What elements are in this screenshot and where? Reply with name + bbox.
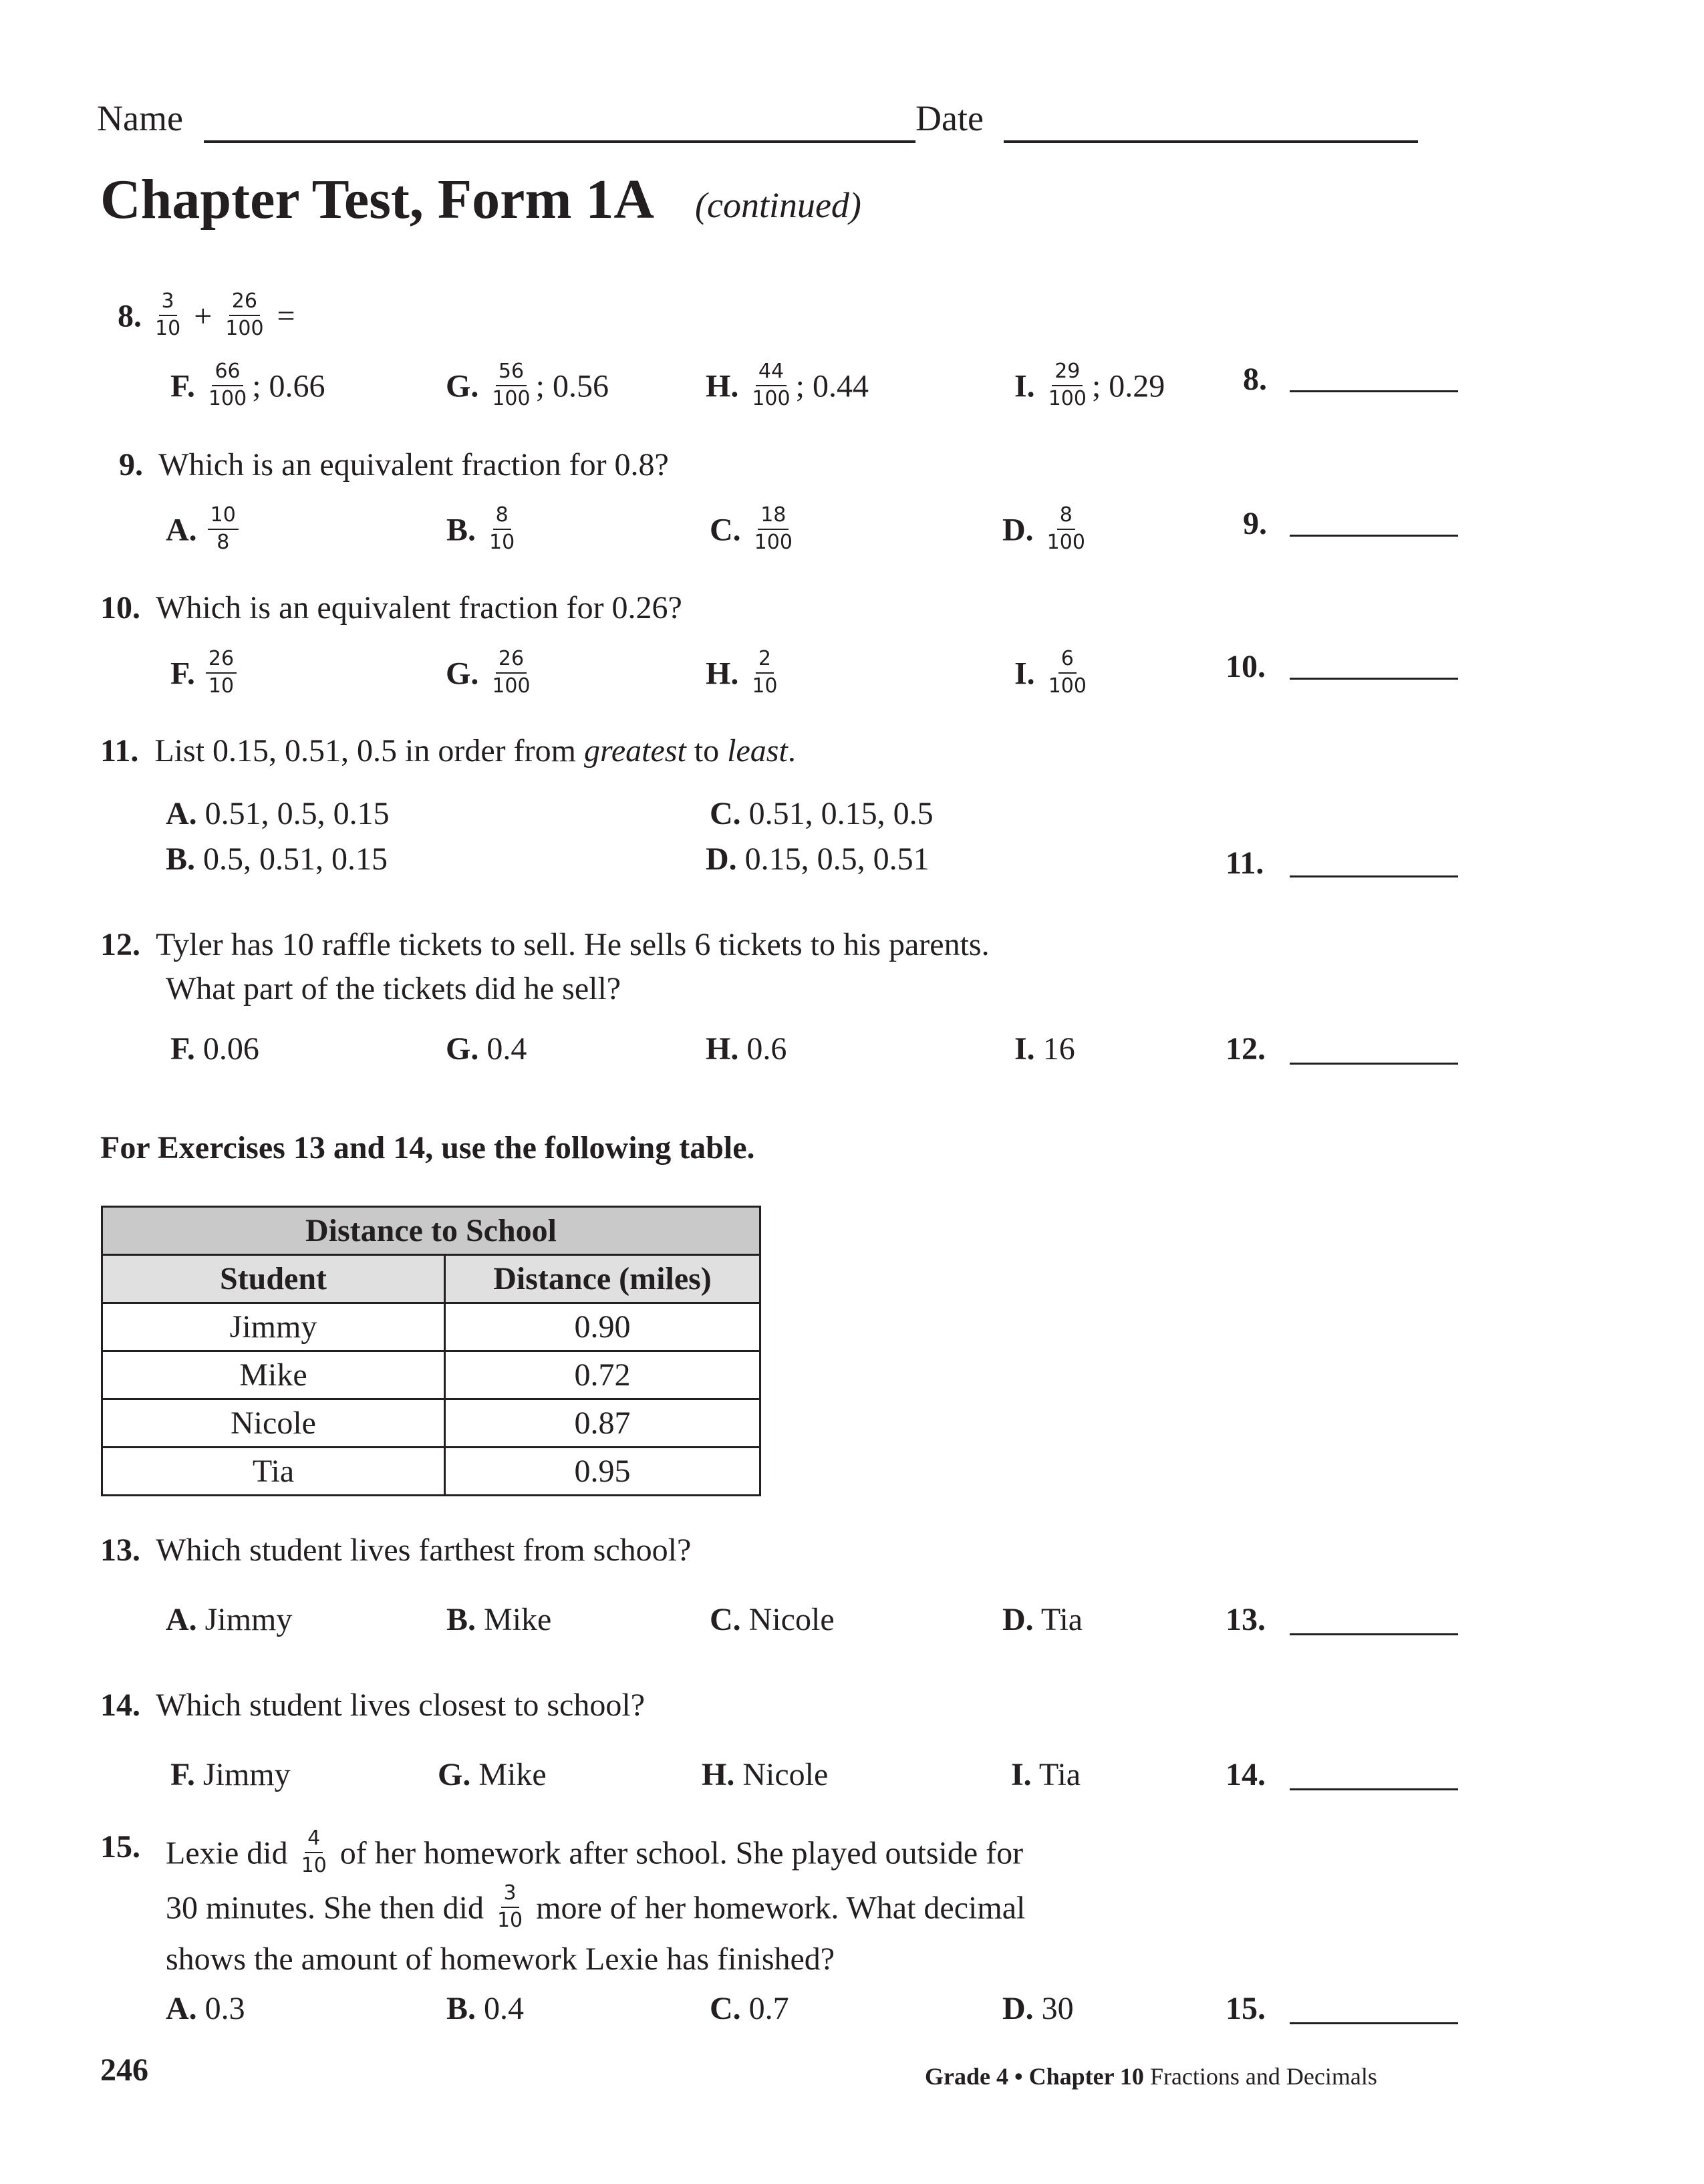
table-caption: Distance to School	[102, 1207, 760, 1255]
option-g[interactable]: G. 0.4	[446, 1031, 527, 1067]
option-c[interactable]: C. Nicole	[710, 1602, 835, 1637]
answer-label-15: 15.	[1226, 1991, 1266, 2026]
date-field[interactable]	[1004, 140, 1418, 143]
option-i[interactable]: I. $\frac{6}{100}$	[1014, 647, 1087, 698]
answer-blank-10[interactable]	[1290, 678, 1458, 680]
fraction: $\frac{3}{10}$	[155, 289, 181, 340]
question-11: 11. List 0.15, 0.51, 0.5 in order from greatest to least.	[100, 733, 796, 769]
question-number: 12.	[100, 927, 140, 962]
option-h[interactable]: H. $\frac{2}{10}$	[706, 647, 778, 698]
question-text-line-2: 30 minutes. She then did $\frac{3}{10}$ more of her homework. What decimal	[166, 1881, 1026, 1932]
answer-blank-11[interactable]	[1290, 875, 1458, 877]
option-g[interactable]: G. Mike	[438, 1757, 547, 1792]
question-9	[119, 446, 669, 483]
option-a[interactable]: A. $\frac{10}{8}$	[166, 508, 241, 558]
option-d[interactable]: D. Tia	[1002, 1602, 1083, 1637]
option-c[interactable]: C. 0.51, 0.15, 0.5	[710, 796, 934, 831]
date-label: Date	[915, 98, 984, 138]
table-cell: 0.90	[445, 1303, 760, 1351]
footer-chapter: Grade 4 • Chapter 10 Fractions and Decimals	[925, 2063, 1377, 2090]
fraction: $\frac{26}{100}$	[225, 289, 264, 340]
distance-table	[101, 1206, 761, 1496]
question-12-line-2: What part of the tickets did he sell?	[166, 971, 621, 1006]
answer-blank-15[interactable]	[1290, 2022, 1458, 2024]
option-i[interactable]: I. Tia	[1011, 1757, 1081, 1792]
answer-label-10: 10.	[1226, 649, 1266, 684]
table-header-distance: Distance (miles)	[445, 1255, 760, 1303]
question-text: Which student lives closest to school?	[156, 1687, 645, 1723]
question-text: Lexie did $\frac{4}{10}$ of her homework after school. She played outside for	[166, 1826, 1024, 1877]
equals-sign: =	[277, 298, 295, 334]
option-b[interactable]: B. $\frac{8}{10}$	[446, 503, 515, 554]
question-text: Which is an equivalent fraction for 0.8?	[158, 447, 669, 483]
answer-blank-12[interactable]	[1290, 1063, 1458, 1065]
option-b[interactable]: B. Mike	[446, 1602, 552, 1637]
question-text: Tyler has 10 raffle tickets to sell. He sells 6 tickets to his parents.	[156, 927, 990, 962]
question-number: 13.	[100, 1532, 140, 1568]
answer-blank-9[interactable]	[1290, 535, 1458, 537]
table-row	[102, 1351, 760, 1399]
question-number: 10.	[100, 590, 140, 626]
option-b[interactable]: B. 0.5, 0.51, 0.15	[166, 841, 388, 877]
option-g[interactable]: G. $\frac{26}{100}$	[446, 647, 531, 698]
exercise-note: For Exercises 13 and 14, use the following table.	[100, 1130, 755, 1166]
option-f[interactable]: F. Jimmy	[170, 1757, 291, 1792]
option-f[interactable]: F. $\frac{66}{100}$ ; 0.66	[170, 360, 325, 410]
answer-blank-8[interactable]	[1290, 390, 1458, 392]
question-12	[100, 926, 990, 963]
table-row	[102, 1303, 760, 1351]
question-13	[100, 1532, 691, 1568]
name-field[interactable]	[204, 140, 915, 143]
table-cell: Tia	[102, 1448, 445, 1496]
table-header-student: Student	[102, 1255, 445, 1303]
option-d[interactable]: D. 0.15, 0.5, 0.51	[706, 841, 930, 877]
option-h[interactable]: H. $\frac{44}{100}$ ; 0.44	[706, 360, 869, 410]
answer-label-12: 12.	[1226, 1031, 1266, 1067]
table-row	[102, 1448, 760, 1496]
table-cell: 0.95	[445, 1448, 760, 1496]
question-number: 14.	[100, 1687, 140, 1723]
option-a[interactable]: A. 0.51, 0.5, 0.15	[166, 796, 390, 831]
option-h[interactable]: H. 0.6	[706, 1031, 787, 1067]
option-h[interactable]: H. Nicole	[702, 1757, 829, 1792]
answer-label-14: 14.	[1226, 1757, 1266, 1792]
table-row	[102, 1399, 760, 1448]
question-number: 8.	[118, 298, 142, 334]
option-d[interactable]: D. $\frac{8}{100}$	[1002, 503, 1085, 554]
option-a[interactable]: A. 0.3	[166, 1991, 245, 2026]
table-cell: Nicole	[102, 1399, 445, 1448]
question-text: Which is an equivalent fraction for 0.26?	[156, 590, 682, 626]
option-i[interactable]: I. 16	[1014, 1031, 1075, 1067]
question-text: Which student lives farthest from school?	[156, 1532, 692, 1568]
option-g[interactable]: G. $\frac{56}{100}$ ; 0.56	[446, 360, 609, 410]
answer-label-11: 11.	[1226, 845, 1264, 881]
answer-label-13: 13.	[1226, 1602, 1266, 1637]
table-cell: Mike	[102, 1351, 445, 1399]
name-label: Name	[97, 98, 183, 138]
question-number: 15.	[100, 1829, 140, 1865]
option-c[interactable]: C. 0.7	[710, 1991, 789, 2026]
option-d[interactable]: D. 30	[1002, 1991, 1074, 2026]
option-f[interactable]: F. 0.06	[170, 1031, 259, 1067]
answer-blank-14[interactable]	[1290, 1788, 1458, 1790]
page-subtitle: (continued)	[695, 185, 861, 225]
question-text-line-3: shows the amount of homework Lexie has finished?	[166, 1941, 835, 1977]
page-title: Chapter Test, Form 1A	[100, 168, 655, 231]
question-number: 9.	[119, 447, 143, 483]
option-c[interactable]: C. $\frac{18}{100}$	[710, 503, 793, 554]
table-cell: 0.87	[445, 1399, 760, 1448]
table-cell: 0.72	[445, 1351, 760, 1399]
option-f[interactable]: F. $\frac{26}{10}$	[170, 652, 239, 702]
option-i[interactable]: I. $\frac{29}{100}$ ; 0.29	[1014, 360, 1165, 410]
question-10	[100, 589, 682, 626]
answer-label-9: 9.	[1243, 506, 1267, 541]
page-number: 246	[100, 2052, 148, 2088]
table-cell: Jimmy	[102, 1303, 445, 1351]
question-14	[100, 1687, 645, 1724]
option-b[interactable]: B. 0.4	[446, 1991, 525, 2026]
question-8	[118, 289, 295, 344]
question-number: 11.	[100, 733, 139, 769]
answer-label-8: 8.	[1243, 362, 1267, 397]
question-text: List 0.15, 0.51, 0.5 in order from	[154, 733, 584, 769]
answer-blank-13[interactable]	[1290, 1633, 1458, 1635]
option-a[interactable]: A. Jimmy	[166, 1602, 293, 1637]
plus-sign: +	[194, 298, 212, 334]
